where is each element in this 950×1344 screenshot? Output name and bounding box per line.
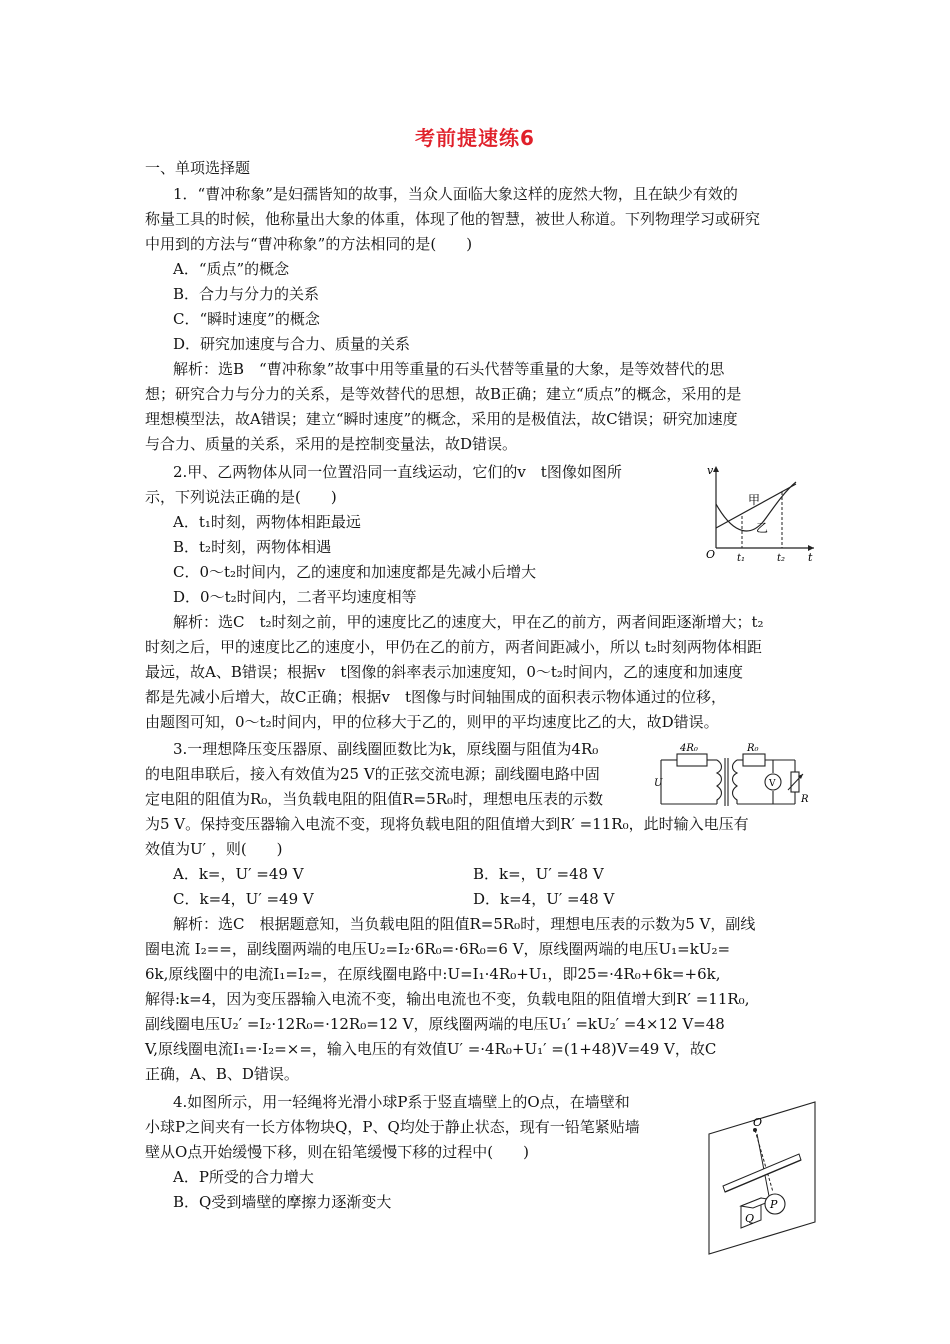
q1-option-d: D．研究加速度与合力、质量的关系 [173,335,411,353]
q2-option-a: A．t₁时刻，两物体相距最远 [173,513,361,531]
q3-option-d: D．k=4，U′ =48 V [473,890,615,908]
q3-option-b: B．k=，U′ =48 V [473,865,604,883]
vt-t-axis-label: t [808,551,813,564]
q1-analysis-1: 解析：选B “曹冲称象”故事中用等重量的石头代替等重量的大象，是等效替代的思 [173,360,725,378]
q3-analysis-3: 6k,原线圈中的电流I₁=I₂=，在原线圈电路中:U=I₁·4R₀+U₁，即25=·4R₀+6k=+6k, [145,965,721,983]
circuit-r0-label: R₀ [747,743,759,754]
transformer-circuit-figure [654,740,809,812]
q4-option-a: A．P所受的合力增大 [173,1168,314,1186]
q1-line-3: 中用到的方法与“曹冲称象”的方法相同的是( ) [145,235,473,253]
q2-option-b: B．t₂时刻，两物体相遇 [173,538,332,556]
q4-line-3: 壁从O点开始缓慢下移，则在铅笔缓慢下移的过程中( ) [145,1143,530,1161]
figure-o-label: O [753,1116,763,1129]
circuit-u-label: U [654,778,663,789]
q2-option-d: D．0～t₂时间内，二者平均速度相等 [173,588,417,606]
q3-line-5: 效值为U′ ，则( ) [145,840,283,858]
q3-line-1: 3.一理想降压变压器原、副线圈匝数比为k，原线圈与阻值为4R₀ [173,740,599,758]
q3-analysis-1: 解析：选C 根据题意知，当负载电阻的阻值R=5R₀时，理想电压表的示数为5 V，副线 [173,915,756,933]
vt-t2-label: t₂ [777,553,786,564]
q3-analysis-6: V,原线圈电流I₁=·I₂=×=，输入电压的有效值U′ =·4R₀+U₁′ =(1+48)V=49 V，故C [145,1040,717,1058]
q1-line-1: 1．“曹冲称象”是妇孺皆知的故事，当众人面临大象这样的庞然大物，且在缺少有效的 [173,185,738,203]
wall-ball-figure [703,1096,823,1260]
page-title: 考前提速练6 [415,126,535,150]
q3-option-c: C．k=4，U′ =49 V [173,890,314,908]
q3-analysis-4: 解得:k=4，因为变压器输入电流不变，输出电流也不变，负载电阻的阻值增大到R′ =11R₀, [145,990,750,1008]
q2-analysis-5: 由题图可知，0～t₂时间内，甲的位移大于乙的，则甲的平均速度比乙的大，故D错误。 [145,713,719,731]
figure-p-label: P [770,1198,778,1211]
q2-analysis-2: 时刻之后，甲的速度比乙的速度小，甲仍在乙的前方，两者间距减小，所以 t₂时刻两物体相距 [145,638,762,656]
figure-q-label: Q [745,1212,755,1225]
q3-line-4: 为5 V。保持变压器输入电流不变，现将负载电阻的阻值增大到R′ =11R₀，此时输入电压有 [145,815,749,833]
q2-option-c: C．0～t₂时间内，乙的速度和加速度都是先减小后增大 [173,563,537,581]
q3-analysis-2: 圈电流 I₂==，副线圈两端的电压U₂=I₂·6R₀=·6R₀=6 V，原线圈两端的电压U₁=kU₂= [145,940,731,958]
q3-option-a: A．k=，U′ =49 V [173,865,304,883]
q1-analysis-2: 想；研究合力与分力的关系，是等效替代的思想，故B正确；建立“质点”的概念，采用的是 [145,385,742,403]
vt-graph-figure [700,462,818,564]
q4-line-2: 小球P之间夹有一长方体物块Q，P、Q均处于静止状态，现有一铅笔紧贴墙 [145,1118,640,1136]
circuit-voltmeter-label: V [769,779,776,789]
q1-line-2: 称量工具的时候，他称量出大象的体重，体现了他的智慧，被世人称道。下列物理学习或研究 [145,210,761,228]
circuit-4r0-label: 4R₀ [680,743,698,754]
vt-origin-label: O [706,548,716,561]
vt-jia-label: 甲 [748,493,761,507]
q4-line-1: 4.如图所示，用一轻绳将光滑小球P系于竖直墙壁上的O点，在墙壁和 [173,1093,630,1111]
q2-analysis-4: 都是先减小后增大，故C正确；根据v t图像与时间轴围成的面积表示物体通过的位移， [145,688,726,706]
q1-option-a: A．“质点”的概念 [173,260,290,278]
q2-analysis-3: 最远，故A、B错误；根据v t图像的斜率表示加速度知，0～t₂时间内，乙的速度和加速度 [145,663,743,681]
q2-line-1: 2.甲、乙两物体从同一位置沿同一直线运动，它们的v t图像如图所 [173,463,622,481]
vt-v-axis-label: v [707,464,714,477]
q3-analysis-5: 副线圈电压U₂′ =I₂·12R₀=·12R₀=12 V，原线圈两端的电压U₁′ =kU₂′ =4×12 V=48 [145,1015,725,1033]
q3-line-3: 定电阻的阻值为R₀，当负载电阻的阻值R=5R₀时，理想电压表的示数 [145,790,604,808]
q1-option-c: C．“瞬时速度”的概念 [173,310,320,328]
q2-analysis-1: 解析：选C t₂时刻之前，甲的速度比乙的速度大，甲在乙的前方，两者间距逐渐增大；t₂ [173,613,764,631]
q4-option-b: B．Q受到墙壁的摩擦力逐渐变大 [173,1193,392,1211]
q3-analysis-7: 正确，A、B、D错误。 [145,1065,299,1083]
q1-option-b: B．合力与分力的关系 [173,285,320,303]
q2-line-2: 示，下列说法正确的是( ) [145,488,337,506]
q1-analysis-4: 与合力、质量的关系，采用的是控制变量法，故D错误。 [145,435,518,453]
circuit-r-label: R [801,794,809,805]
section-heading: 一、单项选择题 [145,159,251,177]
q1-analysis-3: 理想模型法，故A错误；建立“瞬时速度”的概念，采用的是极值法，故C错误；研究加速度 [145,410,738,428]
q3-line-2: 的电阻串联后，接入有效值为25 V的正弦交流电源；副线圈电路中固 [145,765,600,783]
vt-yi-label: 乙 [756,521,769,535]
vt-t1-label: t₁ [737,553,746,564]
